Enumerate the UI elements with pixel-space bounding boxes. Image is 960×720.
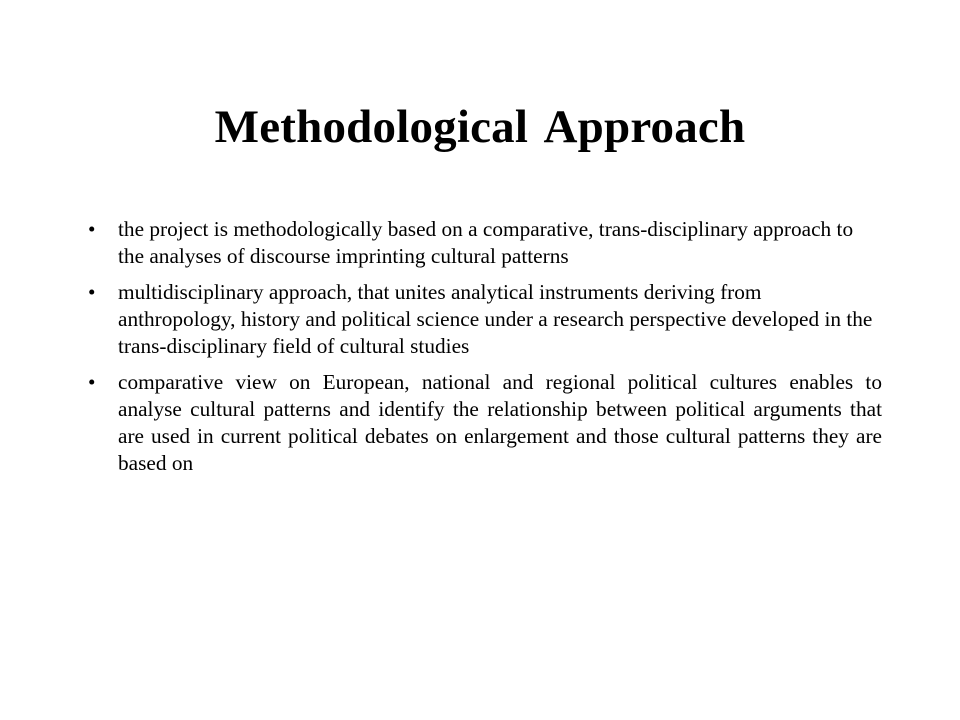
bullet-icon: • bbox=[88, 217, 96, 241]
bullet-item-comparative-approach bbox=[88, 216, 882, 270]
bullet-icon: • bbox=[88, 280, 96, 304]
bullet-icon: • bbox=[88, 370, 96, 394]
bullet-item-multidisciplinary-approach bbox=[88, 279, 882, 360]
bullet-text: multidisciplinary approach, that unites analytical instruments deriving from anthropology, history and political science under a research perspective developed in the trans-disciplinary field of cultural studies bbox=[118, 280, 873, 358]
bullet-item-comparative-view bbox=[88, 369, 882, 477]
bullet-text: comparative view on European, national and regional political cultures enables to analyse cultural patterns and identify the relationship between political arguments that are used in current political debates on enlargement and those cultural patterns they are based on bbox=[118, 370, 882, 475]
bullet-list bbox=[88, 216, 882, 477]
slide-title: Methodological Approach bbox=[214, 101, 746, 153]
bullet-text: the project is methodologically based on a comparative, trans-disciplinary approach to the analyses of discourse imprinting cultural patterns bbox=[118, 217, 854, 268]
